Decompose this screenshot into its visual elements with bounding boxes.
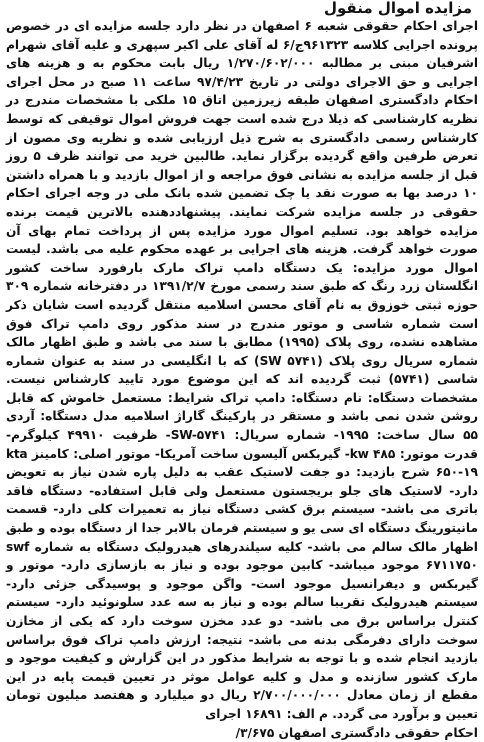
notice-signature: احکام حقوقی دادگستری اصفهان ۳/۶۷۵/ (235, 725, 478, 740)
notice-title: مزایده اموال منقول (324, 0, 472, 17)
notice-body: اجرای احکام حقوقی شعبه ۶ اصفهان در نظر دارد جلسه مزایده ای در خصوص پرونده اجرایی کلاسه ۹۶۱۳۲۳ج/۶ له آقای علی اکبر سپهری و علیه آقای شهرام اشرفیان مبنی بر مطالبه ۱/۲۷۰/۶۰۲/۰۰۰ ریال بابت محکوم به و هزینه های اجرایی و حق الاجرای دولتی در تاریخ ۹۷/۴/۲۳ ساعت ۱۱ صبح در محل اجرای احکام دادگستری اصفهان طبقه زیرزمین اتاق ۱۵ ملکی با مشخصات مندرج در نظریه کارشناسی که ذیلا درج شده است جهت فروش اموال توقیفی که توسط کارشناس رسمی دادگستری به شرح ذیل ارزیابی شده و نظریه وی مصون از تعرض طرفین واقع گردیده برگزار نماید. طالبین خرید می توانند ظرف ۵ روز قبل از جلسه مزایده به نشانی فوق مراجعه و از اموال بازدید و با همراه داشتن ۱۰ درصد بها به صورت نقد یا چک تضمین شده بانک ملی در وجه اجرای احکام حقوقی در جلسه مزایده شرکت نمایند. پیشنهاددهنده بالاترین قیمت برنده مزایده خواهد بود. تسلیم اموال مورد مزایده پس از پرداخت تمام بهای آن صورت خواهد گرفت. هزینه های اجرایی بر عهده محکوم علیه می باشد. لیست اموال مورد مزایده: یک دستگاه دامپ تراک مارک بارفورد ساخت کشور انگلستان زرد رنگ که طبق سند رسمی مورخ ۱۳۹۱/۲/۷ در دفترخانه شماره ۳۰۹ حوزه ثبتی خوزوق به نام آقای محسن اسلامیه منتقل گردیده است شایان ذکر است شماره شاسی و موتور مندرج در سند مذکور روی دامپ تراک فوق مشاهده نشده، روی پلاک (۱۹۹۵) مطابق با سند می باشد و طبق اظهار مالک شماره سریال روی پلاک (SW ۵۷۴۱) که با انگلیسی در سند به عنوان شماره شاسی (۵۷۴۱) ثبت گردیده اند که این موضوع مورد تایید کارشناس نیست. مشخصات دستگاه: نام دستگاه: دامپ تراک شرایط: مستعمل خاموش که قابل روشن شدن نمی باشد و مستقر در پارکینگ گاراژ اسلامیه مدل دستگاه: آردی ۵۵ سال ساخت: ۱۹۹۵- شماره سریال: SW-۵۷۴۱- ظرفیت ۴۹۹۱۰ کیلوگرم- قدرت موتور: kw ۴۸۵- گیربکس آلیسون ساخت آمریکا- موتور اصلی: کامینز kta ۶۵۰-۱۹ شرح بازدید: دو جفت لاستیک عقب به دلیل پاره شدن نیاز به تعویض دارد- لاستیک های جلو بریجستون مستعمل ولی قابل استفاده- دستگاه فاقد باتری می باشد- سیستم برق کشی دستگاه نیاز به تعمیرات کلی دارد- قسمت مانیتورینگ دستگاه ای سی یو و سیستم فرمان بالابر جدا از دستگاه بوده و طبق اظهار مالک سالم می باشد- کلیه سیلندرهای هیدرولیک دستگاه به شماره swf ۶۷۱۱۷۵۰ موجود میباشد- کابین موجود بوده و نیاز به بازسازی دارد- موتور و گیربکس و دیفرانسیل موجود است- واگن موجود و پوسیدگی جزئی دارد- سیستم هیدرولیک تقریبا سالم بوده و نیاز به سه عدد سلونوئید دارد- سیستم کنترل براساس برق می باشد- دو عدد مخزن سوخت دارد که یکی از مخازن سوخت دارای دفرمگی بدنه می باشد- نتیجه: ارزش دامپ تراک فوق براساس بازدید انجام شده و با توجه به شرایط مذکور در این گزارش و کیفیت موجود و مارک کشور سازنده و مدل و کلیه عوامل موثر در تعیین قیمت پایه در این مقطع از زمان معادل ۲/۷۰۰/۰۰۰/۰۰۰ ریال دو میلیارد و هفتصد میلیون تومان تعیین و برآورد می گردد. م الف: ۱۶۸۹۱ اجرای (6, 19, 479, 721)
